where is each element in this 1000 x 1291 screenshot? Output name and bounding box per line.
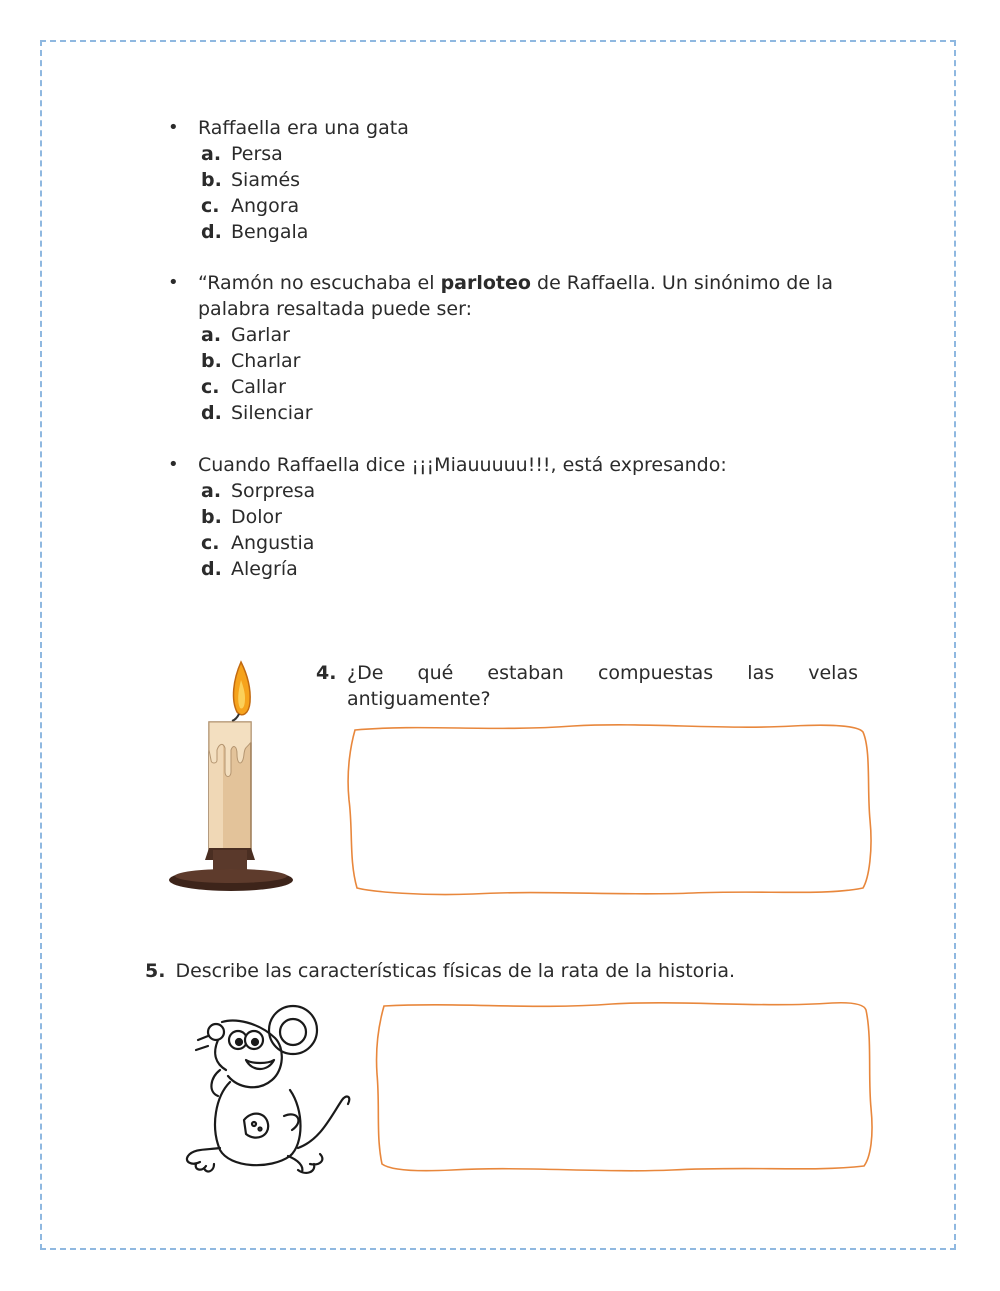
option-3c[interactable]: c. Angustia — [201, 532, 315, 554]
option-2b[interactable]: b. Charlar — [201, 350, 301, 372]
question-5 — [145, 958, 735, 984]
rat-illustration — [180, 1000, 355, 1180]
option-3d[interactable]: d. Alegría — [201, 558, 298, 580]
option-2a[interactable]: a. Garlar — [201, 324, 290, 346]
question-5-number: 5. — [145, 960, 166, 982]
question-2 — [168, 270, 868, 426]
option-3b[interactable]: b. Dolor — [201, 506, 282, 528]
question-4 — [316, 660, 858, 712]
option-1c[interactable]: c. Angora — [201, 195, 300, 217]
answer-box-4[interactable] — [343, 720, 876, 900]
option-1b[interactable]: b. Siamés — [201, 169, 301, 191]
highlighted-word: parloteo — [440, 272, 531, 294]
question-3 — [168, 452, 868, 582]
question-1-stem: • Raffaella era una gata — [168, 115, 868, 141]
option-2c[interactable]: c. Callar — [201, 376, 286, 398]
question-3-stem: • Cuando Raffaella dice ¡¡¡Miauuuuu!!!, está expresando: — [168, 452, 868, 478]
question-1-options — [168, 141, 868, 245]
option-1d[interactable]: d. Bengala — [201, 221, 309, 243]
question-2-stem: • “Ramón no escuchaba el parloteo de Raffaella. Un sinónimo de la palabra resaltada puede ser: — [168, 270, 868, 322]
option-1a[interactable]: a. Persa — [201, 143, 283, 165]
option-3a[interactable]: a. Sorpresa — [201, 480, 316, 502]
question-3-options — [168, 478, 868, 582]
option-2d[interactable]: d. Silenciar — [201, 402, 313, 424]
question-1 — [168, 115, 868, 245]
answer-box-5[interactable] — [372, 998, 876, 1174]
question-4-number: 4. — [316, 662, 337, 684]
question-5-text: Describe las características físicas de la rata de la historia. — [175, 960, 736, 982]
candle-illustration — [165, 650, 300, 900]
question-2-options — [168, 322, 868, 426]
question-4-text: ¿De qué estaban compuestas las velas antiguamente? — [347, 662, 858, 710]
